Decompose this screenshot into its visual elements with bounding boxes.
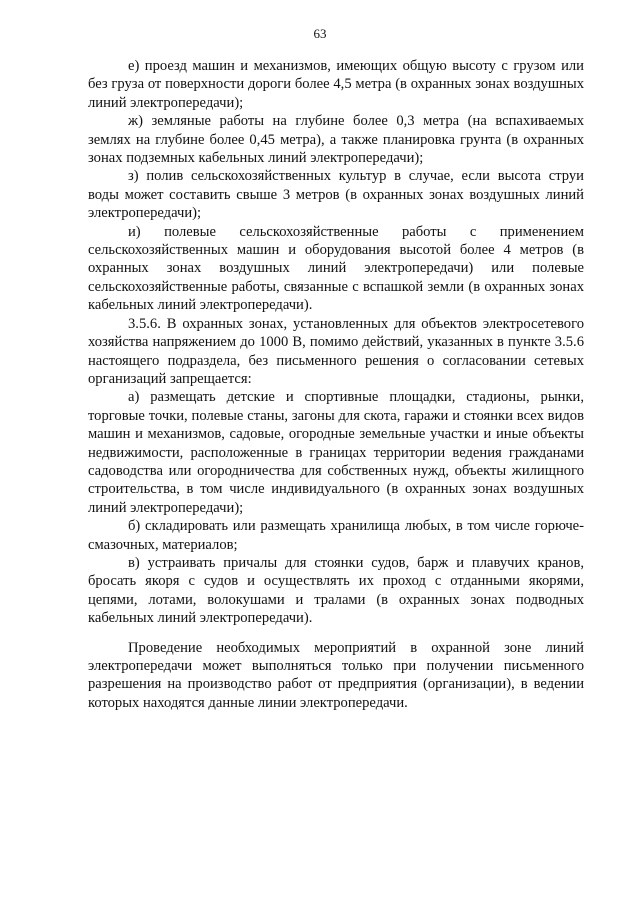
page-number: 63 [313, 26, 327, 41]
paragraph-item-b: б) складировать или размещать хранилища любых, в том числе горюче-смазочных, материалов; [88, 518, 584, 553]
paragraph-section-3-5-6: 3.5.6. В охранных зонах, установленных для объектов электросетевого хозяйства напряжением до 1000 В, помимо действий, указанных в пункте 3.5.6 настоящего подраздела, без письменного решения о согласовании сетевых организаций запрещается: [88, 315, 584, 387]
paragraph-closing: Проведение необходимых мероприятий в охранной зоне линий электропередачи может выполняться только при получении письменного разрешения на производство работ от предприятия (организации), в ведении которых находятся данные линии электропередачи. [88, 639, 584, 711]
paragraph-item-v: в) устраивать причалы для стоянки судов, барж и плавучих кранов, бросать якоря с судов и осуществлять их проход с отданными якорями, цепями, лотами, волокушами и тралами (в охранных зонах подводных кабельных линий электропередачи). [88, 554, 584, 627]
paragraph-item-a: а) размещать детские и спортивные площадки, стадионы, рынки, торговые точки, полевые станы, загоны для скота, гаражи и стоянки всех видов машин и механизмов, садовые, огородные земельные участки и иные объекты недвижимости, расположенные в границах территории ведения гражданами садоводства или огородничества для собственных нужд, объекты жилищного строительства, в том числе индивидуального (в охранных зонах воздушных линий электропередачи); [88, 389, 584, 516]
paragraph-item-zh: ж) земляные работы на глубине более 0,3 метра (на вспахиваемых землях на глубине более 0,45 метра), а также планировка грунта (в охранных зонах подземных кабельных линий электропередачи); [88, 113, 584, 167]
paragraph-item-e: е) проезд машин и механизмов, имеющих общую высоту с грузом или без груза от поверхности дороги более 4,5 метра (в охранных зонах воздушных линий электропередачи); [88, 58, 584, 111]
paragraph-item-z: з) полив сельскохозяйственных культур в случае, если высота струи воды может составить свыше 3 метров (в охранных зонах воздушных линий электропередачи); [88, 168, 584, 222]
paragraph-item-i: и) полевые сельскохозяйственные работы с применением сельскохозяйственных машин и оборудования высотой более 4 метров (в охранных зонах воздушных линий электропередачи) или полевые сельскохозяйственные работы, связанные с вспашкой земли (в охранных зонах кабельных линий электропередачи). [88, 223, 584, 314]
document-body [88, 57, 584, 712]
